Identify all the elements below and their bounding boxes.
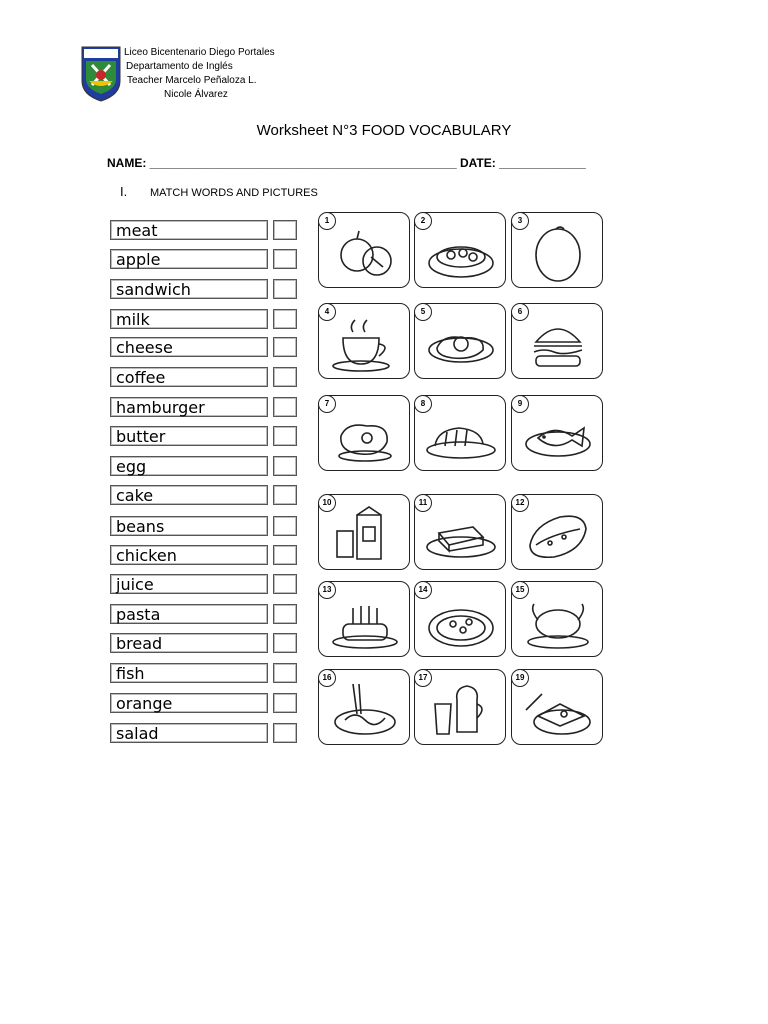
word-row — [110, 574, 300, 596]
word-row — [110, 485, 300, 507]
word-row — [110, 693, 300, 715]
picture-number: 1 — [318, 212, 336, 230]
picture-number: 4 — [318, 303, 336, 321]
answer-box[interactable] — [273, 367, 297, 387]
sandwich-icon — [520, 505, 596, 565]
picture-card — [414, 212, 506, 288]
word-label: cheese — [110, 337, 268, 357]
answer-box[interactable] — [273, 485, 297, 505]
picture-number: 2 — [414, 212, 432, 230]
word-label: hamburger — [110, 397, 268, 417]
school-name: Liceo Bicentenario Diego Portales — [124, 47, 275, 58]
picture-number: 16 — [318, 669, 336, 687]
picture-number: 3 — [511, 212, 529, 230]
bread-icon — [423, 406, 499, 466]
word-label: coffee — [110, 367, 268, 387]
word-label: meat — [110, 220, 268, 240]
section-heading — [120, 184, 318, 199]
word-label: sandwich — [110, 279, 268, 299]
worksheet-title: Worksheet N°3 FOOD VOCABULARY — [256, 122, 512, 139]
picture-number: 11 — [414, 494, 432, 512]
word-row — [110, 516, 300, 538]
department: Departamento de Inglés — [126, 61, 233, 72]
school-info — [124, 46, 275, 102]
school-crest-logo — [80, 45, 122, 103]
teacher-name: Teacher Marcelo Peñaloza L. — [127, 75, 257, 86]
picture-card — [511, 581, 603, 657]
chicken-icon — [520, 592, 596, 652]
pasta-icon — [327, 680, 403, 740]
answer-box[interactable] — [273, 220, 297, 240]
picture-number: 8 — [414, 395, 432, 413]
picture-number: 10 — [318, 494, 336, 512]
picture-number: 17 — [414, 669, 432, 687]
answer-box[interactable] — [273, 574, 297, 594]
picture-card — [511, 303, 603, 379]
apple-icon — [327, 223, 403, 283]
picture-number: 13 — [318, 581, 336, 599]
cake-icon — [327, 592, 403, 652]
word-row — [110, 249, 300, 271]
section-number: I. — [120, 184, 128, 199]
word-row — [110, 456, 300, 478]
answer-box[interactable] — [273, 456, 297, 476]
word-label: juice — [110, 574, 268, 594]
student-name: Nicole Álvarez — [164, 89, 228, 100]
picture-card — [414, 581, 506, 657]
word-label: pasta — [110, 604, 268, 624]
answer-box[interactable] — [273, 397, 297, 417]
picture-card — [511, 395, 603, 471]
word-row — [110, 545, 300, 567]
name-date-line[interactable]: NAME: ______________________________________________ DATE: _____________ — [107, 156, 586, 170]
hamburger-icon — [520, 314, 596, 374]
word-label: butter — [110, 426, 268, 446]
salad-icon — [423, 223, 499, 283]
answer-box[interactable] — [273, 663, 297, 683]
answer-box[interactable] — [273, 545, 297, 565]
word-row — [110, 426, 300, 448]
word-label: orange — [110, 693, 268, 713]
picture-card — [511, 669, 603, 745]
word-label: salad — [110, 723, 268, 743]
milk-icon — [327, 505, 403, 565]
word-row — [110, 663, 300, 685]
word-row — [110, 723, 300, 745]
orange-icon — [520, 223, 596, 283]
picture-card — [414, 494, 506, 570]
answer-box[interactable] — [273, 604, 297, 624]
picture-card — [414, 669, 506, 745]
coffee-icon — [327, 314, 403, 374]
picture-card — [318, 669, 410, 745]
picture-card — [318, 395, 410, 471]
word-row — [110, 309, 300, 331]
cheese-icon — [520, 680, 596, 740]
picture-number: 6 — [511, 303, 529, 321]
word-label: beans — [110, 516, 268, 536]
picture-card — [318, 303, 410, 379]
word-label: cake — [110, 485, 268, 505]
answer-box[interactable] — [273, 633, 297, 653]
answer-box[interactable] — [273, 279, 297, 299]
answer-box[interactable] — [273, 249, 297, 269]
word-row — [110, 279, 300, 301]
word-row — [110, 397, 300, 419]
picture-card — [318, 494, 410, 570]
section-title: MATCH WORDS AND PICTURES — [150, 187, 318, 199]
answer-box[interactable] — [273, 337, 297, 357]
picture-number: 14 — [414, 581, 432, 599]
picture-card — [318, 212, 410, 288]
juice-icon — [423, 680, 499, 740]
word-row — [110, 633, 300, 655]
picture-card — [414, 303, 506, 379]
picture-number: 19 — [511, 669, 529, 687]
word-label: bread — [110, 633, 268, 653]
answer-box[interactable] — [273, 309, 297, 329]
word-label: milk — [110, 309, 268, 329]
answer-box[interactable] — [273, 516, 297, 536]
answer-box[interactable] — [273, 426, 297, 446]
fish-icon — [520, 406, 596, 466]
answer-box[interactable] — [273, 693, 297, 713]
picture-number: 9 — [511, 395, 529, 413]
word-row — [110, 604, 300, 626]
butter-icon — [423, 505, 499, 565]
picture-number: 7 — [318, 395, 336, 413]
picture-card — [414, 395, 506, 471]
picture-card — [511, 212, 603, 288]
word-label: egg — [110, 456, 268, 476]
word-row — [110, 337, 300, 359]
word-label: fish — [110, 663, 268, 683]
picture-number: 12 — [511, 494, 529, 512]
word-row — [110, 220, 300, 242]
picture-number: 5 — [414, 303, 432, 321]
beans-icon — [423, 592, 499, 652]
word-label: chicken — [110, 545, 268, 565]
picture-number: 15 — [511, 581, 529, 599]
egg-icon — [423, 314, 499, 374]
word-row — [110, 367, 300, 389]
picture-card — [318, 581, 410, 657]
meat-icon — [327, 406, 403, 466]
word-label: apple — [110, 249, 268, 269]
answer-box[interactable] — [273, 723, 297, 743]
picture-card — [511, 494, 603, 570]
